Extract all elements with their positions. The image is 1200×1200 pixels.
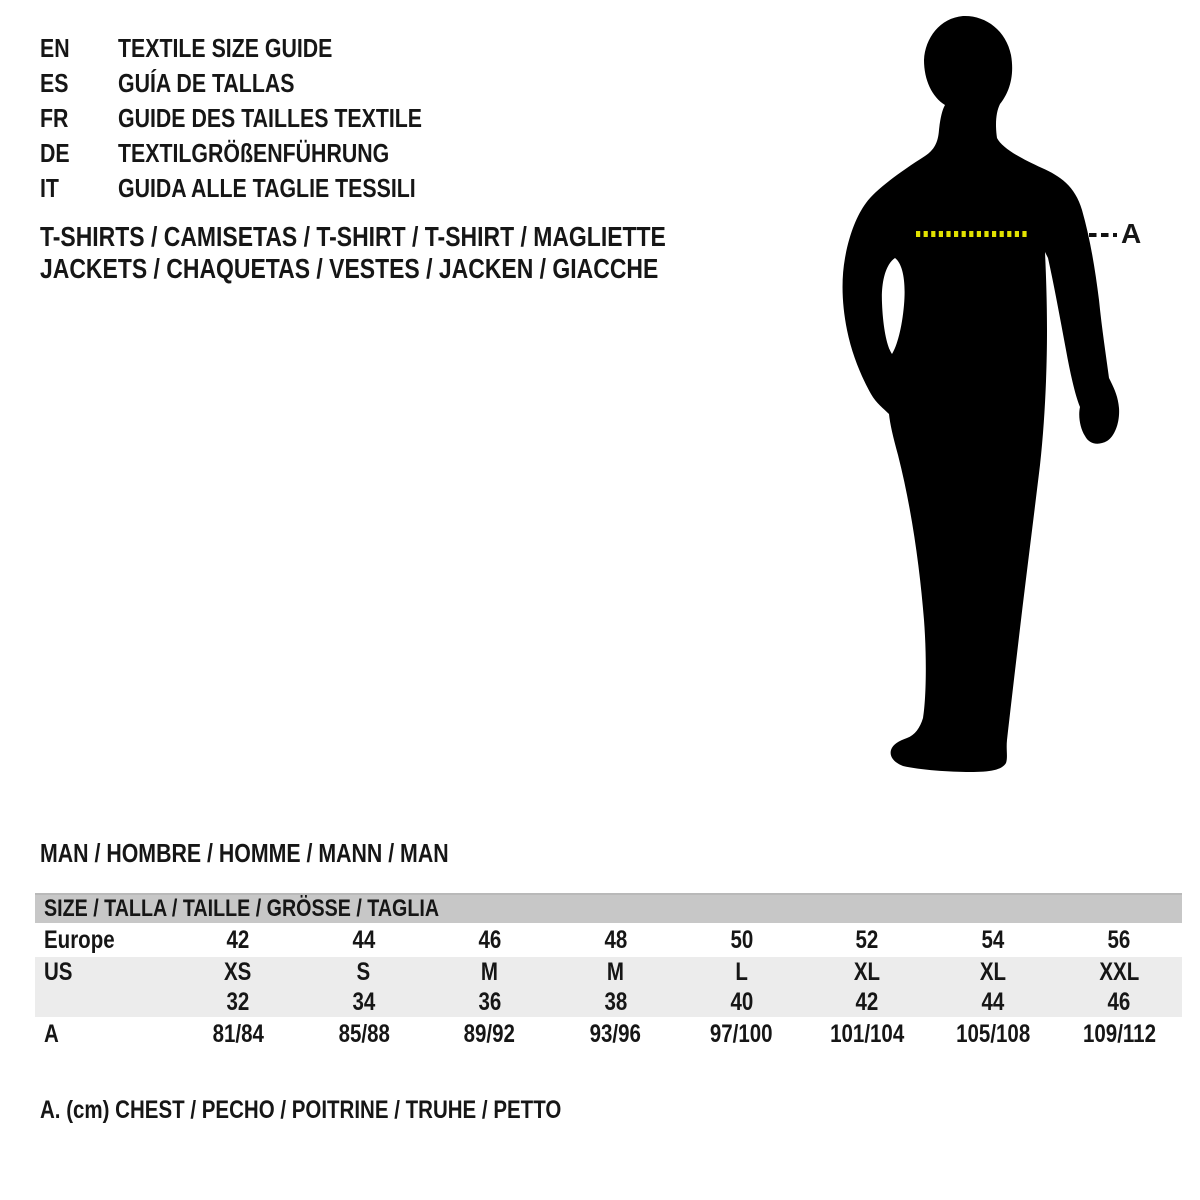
size-value: 42 <box>855 987 879 1016</box>
size-value: 97/100 <box>710 1019 773 1048</box>
size-value: XL <box>854 957 881 986</box>
category-line-tshirts: T-SHIRTS / CAMISETAS / T-SHIRT / T-SHIRT / MAGLIETTE <box>40 221 666 252</box>
row-label: A <box>44 1019 59 1048</box>
language-row-it <box>40 171 489 206</box>
language-code: IT <box>40 173 59 203</box>
size-value: S <box>356 957 371 986</box>
language-code: FR <box>40 103 69 133</box>
size-value: M <box>607 957 625 986</box>
table-row-chest <box>35 1017 1182 1051</box>
size-value: 101/104 <box>830 1019 905 1048</box>
size-value: 46 <box>1107 987 1131 1016</box>
size-value: XL <box>980 957 1007 986</box>
marker-label-a: A <box>1121 218 1142 249</box>
row-label: US <box>44 957 73 986</box>
size-value: 52 <box>855 925 879 954</box>
section-title-man: MAN / HOMBRE / HOMME / MANN / MAN <box>40 838 449 868</box>
size-value: 46 <box>478 925 502 954</box>
language-code: ES <box>40 68 69 98</box>
size-table <box>35 893 1182 1051</box>
language-row-es <box>40 66 489 101</box>
table-row-europe <box>35 923 1182 957</box>
row-label: Europe <box>44 925 115 954</box>
language-row-fr <box>40 101 489 136</box>
size-value: 109/112 <box>1082 1019 1156 1048</box>
size-value: 44 <box>981 987 1005 1016</box>
guide-title-es: GUÍA DE TALLAS <box>118 68 295 98</box>
size-value: 42 <box>226 925 250 954</box>
size-value: 85/88 <box>338 1019 390 1048</box>
table-row-us <box>35 957 1182 987</box>
size-value: 105/108 <box>956 1019 1031 1048</box>
size-value: 40 <box>730 987 753 1016</box>
size-table-header: SIZE / TALLA / TAILLE / GRÖSSE / TAGLIA <box>35 893 1182 923</box>
size-value: 56 <box>1107 925 1131 954</box>
size-value: 44 <box>352 925 376 954</box>
guide-title-it: GUIDA ALLE TAGLIE TESSILI <box>118 173 416 203</box>
size-value: 93/96 <box>589 1019 642 1048</box>
size-value: 50 <box>730 925 753 954</box>
size-value: 48 <box>604 925 627 954</box>
language-row-en <box>40 31 489 66</box>
size-value: 38 <box>604 987 627 1016</box>
size-value: 32 <box>226 987 250 1016</box>
size-value: 36 <box>478 987 502 1016</box>
size-value: XS <box>224 957 252 986</box>
size-value: L <box>735 957 748 986</box>
size-value: 54 <box>981 925 1005 954</box>
size-value: XXL <box>1099 957 1139 986</box>
man-silhouette <box>843 16 1120 772</box>
table-row-numeric <box>35 987 1182 1017</box>
guide-title-fr: GUIDE DES TAILLES TEXTILE <box>118 103 423 133</box>
size-value: M <box>481 957 499 986</box>
size-value: 81/84 <box>212 1019 264 1048</box>
language-legend <box>40 31 489 206</box>
category-line-jackets: JACKETS / CHAQUETAS / VESTES / JACKEN / GIACCHE <box>40 253 659 284</box>
language-code: DE <box>40 138 70 168</box>
size-value: 34 <box>352 987 376 1016</box>
language-code: EN <box>40 33 70 63</box>
garment-categories <box>40 221 803 285</box>
measurement-figure <box>836 8 1148 780</box>
size-value: 89/92 <box>464 1019 516 1048</box>
guide-title-de: TEXTILGRÖßENFÜHRUNG <box>118 138 390 168</box>
guide-title-en: TEXTILE SIZE GUIDE <box>118 33 333 63</box>
language-row-de <box>40 136 489 171</box>
measurement-footnote: A. (cm) CHEST / PECHO / POITRINE / TRUHE / PETTO <box>40 1096 562 1124</box>
